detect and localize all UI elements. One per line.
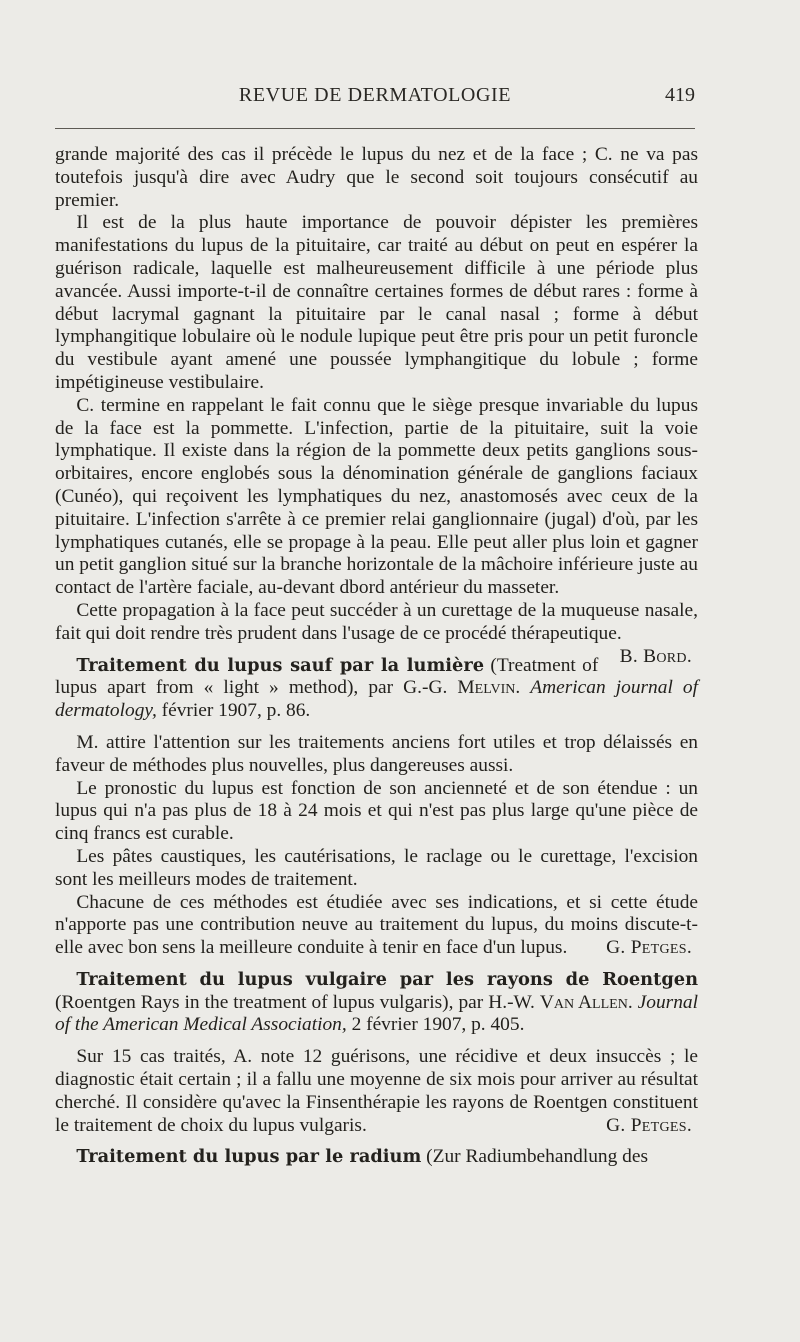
- article-reference-sep: .: [515, 677, 531, 699]
- article-heading: [55, 969, 698, 1037]
- article-date: 2 février 1907, p. 405.: [346, 1014, 525, 1036]
- body-text: [55, 144, 698, 1169]
- article-reference: (Treatment of lupus apart from « light » method), par G.-G.: [55, 654, 599, 699]
- author-signature: G. Petges.: [606, 937, 692, 959]
- paragraph-text: Cette propagation à la face peut succéder à un curettage de la muqueuse nasale, fait qui doit rendre très prudent dans l'usage de ce procédé thérapeutique.: [55, 599, 698, 644]
- article-title: Traitement du lupus vulgaire par les rayons de Roentgen: [76, 968, 698, 990]
- article-journal: American journal of dermatology,: [55, 677, 698, 722]
- page-header: [55, 84, 695, 114]
- paragraph: Il est de la plus haute importance de pouvoir dépister les premières manifestations du lupus de la pituitaire, car traité au début on peut en espérer la guérison radicale, laquelle est malheureusement difficile à une période plus avancée. Aussi importe-t-il de connaître certaines formes de début rares : forme à début lacrymal gagnant la pituitaire par le canal nasal ; forme à début lymphangitique lobulaire où le nodule lupique peut être pris pour un petit furoncle du vestibule ayant amené une poussée lymphangitique du lobule ; forme impétigineuse vestibulaire.: [55, 212, 698, 393]
- article-reference-sep: .: [627, 991, 638, 1013]
- paragraph-text: Chacune de ces méthodes est étudiée avec ses indications, et si cette étude n'apporte pas une contribution neuve au traitement du lupus, du moins discute-t-elle avec bon sens la meilleure conduite à tenir en face d'un lupus.: [55, 891, 698, 959]
- article-title: Traitement du lupus par le radium: [76, 1146, 422, 1168]
- page-number: 419: [665, 84, 695, 106]
- paragraph: grande majorité des cas il précède le lupus du nez et de la face ; C. ne va pas toutefois jusqu'à dire avec Audry que le second soit toujours consécutif au premier.: [55, 144, 698, 211]
- paragraph: M. attire l'attention sur les traitements anciens fort utiles et trop délaissés en faveur de méthodes plus nouvelles, plus dangereuses aussi.: [55, 731, 698, 776]
- article-date: février 1907, p. 86.: [156, 700, 311, 722]
- paragraph: Les pâtes caustiques, les cautérisations, le raclage ou le curettage, l'excision sont les meilleurs modes de traitement.: [55, 845, 698, 890]
- paragraph: Le pronostic du lupus est fonction de son ancienneté et de son étendue : un lupus qui n'a pas plus de 18 à 24 mois et qui n'est pas plus large qu'une pièce de cinq francs est curable.: [55, 777, 698, 845]
- article-author: Melvin: [457, 677, 516, 699]
- paragraph: [55, 892, 698, 960]
- article-author: Van Allen: [539, 991, 628, 1013]
- article-journal: Journal of the American Medical Association,: [55, 991, 698, 1036]
- article-reference: (Roentgen Rays in the treatment of lupus vulgaris), par H.-W.: [55, 991, 540, 1013]
- author-signature: G. Petges.: [606, 1114, 692, 1136]
- article-title: Traitement du lupus sauf par la lumière: [76, 654, 485, 676]
- paragraph: [55, 1046, 698, 1137]
- header-rule: [55, 128, 695, 129]
- paragraph-text: Sur 15 cas traités, A. note 12 guérisons, une récidive et deux insuccès ; le diagnostic était certain ; il a fallu une moyenne de six mois pour arriver au résultat cherché. Il considère qu'avec la Finsenthérapie les rayons de Roentgen constituent le traitement de choix du lupus vulgaris.: [55, 1046, 698, 1136]
- article-reference: (Zur Radiumbehandlung des: [421, 1146, 649, 1168]
- author-signature: B. Bord.: [619, 645, 692, 667]
- running-title: REVUE DE DERMATOLOGIE: [238, 84, 512, 106]
- paragraph: C. termine en rappelant le fait connu que le siège presque invariable du lupus de la face est la pommette. L'infection, partie de la pituitaire, suit la voie lymphatique. Il existe dans la région de la pommette deux petits ganglions sous-orbitaires, encore englobés sous la dénomination générale de ganglions faciaux (Cunéo), qui reçoivent les lymphatiques du nez, anastomosés avec ceux de la pituitaire. L'infection s'arrête à ce premier relai ganglionnaire (jugal) d'où, par les lymphatiques cutanés, elle se propage à la peau. Elle peut aller plus loin et gagner un petit ganglion situé sur la branche horizontale de la mâchoire inférieure juste au contact de l'artère faciale, au-devant dbord antérieur du masseter.: [55, 394, 698, 599]
- article-heading: [55, 1146, 698, 1169]
